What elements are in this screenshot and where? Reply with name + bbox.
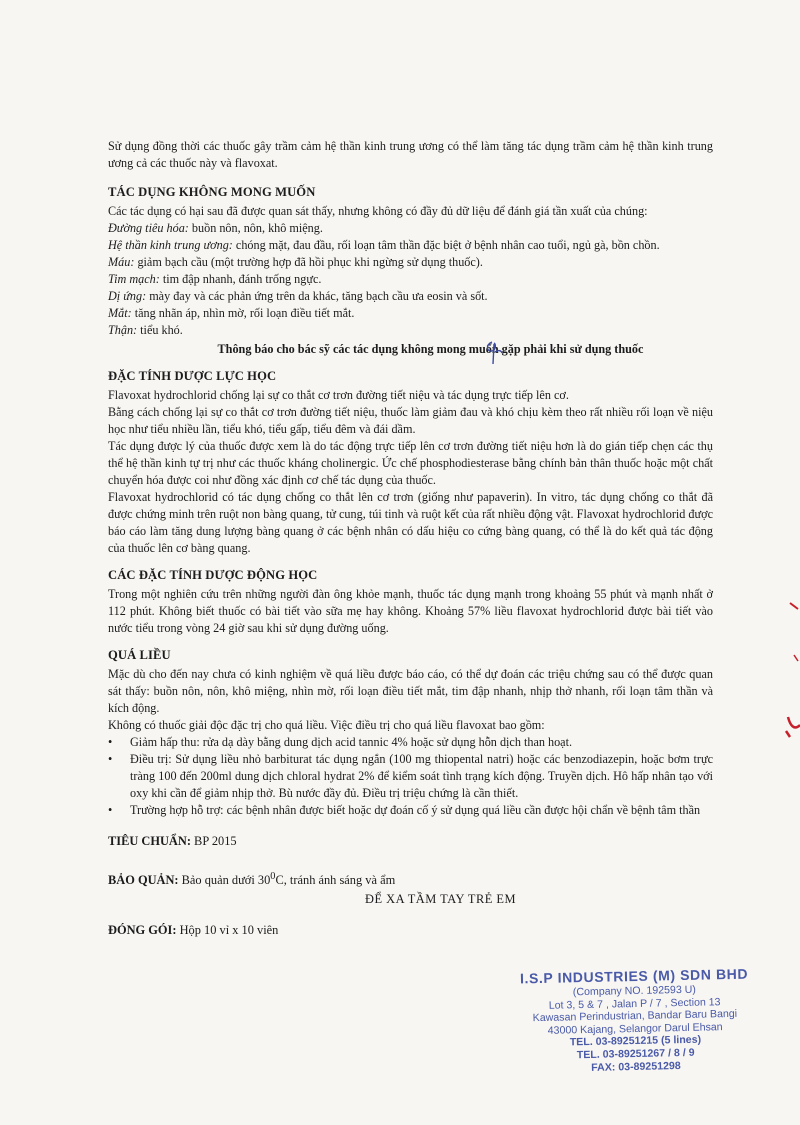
document-body xyxy=(108,138,713,939)
side-effect-text: tim đập nhanh, đánh trống ngực. xyxy=(159,272,322,286)
degree-sign: 0 xyxy=(270,871,276,882)
side-effect-label: Máu: xyxy=(108,255,135,269)
overdose-bullet xyxy=(108,751,713,802)
packing-line xyxy=(108,922,713,939)
bullet-icon: • xyxy=(108,803,113,817)
packing-label: ĐÓNG GÓI: xyxy=(108,923,177,938)
stamp-line: 43000 Kajang, Selangor Darul Ehsan xyxy=(547,1020,723,1037)
standard-value: BP 2015 xyxy=(190,834,237,848)
side-effect-label: Hệ thần kinh trung ương: xyxy=(108,238,233,252)
side-effect-text: tiểu khó. xyxy=(137,323,183,337)
overdose-bullet-text: Điều trị: Sử dụng liều nhỏ barbiturat tác dụng ngắn (100 mg thiopental natri) hoặc các benzodiazepin, hoặc bơm trực tràng 100 đến 200ml dung dịch chloral hydrat 2% để kiểm soát tình trạng kích động. Truyền dịch. Hô hấp nhân tạo với oxy khi cần để giảm nhịp thở. Bù nước đầy đủ. Điều trị triệu chứng là cần thiết. xyxy=(130,752,713,800)
overdose-bullet xyxy=(108,802,713,819)
handwritten-initial xyxy=(482,338,504,368)
storage-label: BẢO QUẢN: xyxy=(108,873,179,888)
company-stamp xyxy=(499,965,771,1076)
stamp-phone: TEL. 03-89251267 / 8 / 9 xyxy=(576,1046,695,1062)
side-effect-item xyxy=(108,254,713,271)
pharmacodynamics-section xyxy=(108,368,713,557)
pharmacodynamics-paragraph: Flavoxat hydrochlorid có tác dụng chống co thắt lên cơ trơn (giống như papaverin). In vitro, tác dụng chống co thắt đã được chứng minh trên ruột non bàng quang, tử cung, túi tinh và ruột kết của rất nhiều động vật. Flavoxat hydrochlorid được báo cáo làm tăng dung lượng bàng quang ở các bệnh nhân có dấu hiệu co cứng bàng quang, có thể là do kết quả tác động của thuốc lên cơ bàng quang. xyxy=(108,490,713,555)
stamp-company-name: I.S.P INDUSTRIES (M) SDN BHD xyxy=(519,965,749,987)
side-effects-lead: Các tác dụng có hại sau đã được quan sát thấy, nhưng không có đầy đủ dữ liệu để đánh giá tần xuất của chúng: xyxy=(108,204,648,218)
side-effect-label: Tim mạch: xyxy=(108,272,160,286)
pharmacodynamics-paragraph: Tác dụng được lý của thuốc được xem là do tác động trực tiếp lên cơ trơn đường tiết niệu hơn là do gián tiếp chẹn các thụ thể hệ thần kinh tự trị như các thuốc kháng cholinergic. Ức chế phosphodiesterase bằng chính bản thân thuốc hoặc một chất chuyển hóa được coi như đồng xác định cơ chế tác dụng của thuốc. xyxy=(108,439,713,487)
side-effect-item xyxy=(108,237,713,254)
storage-value: Bảo quản dưới 30 xyxy=(178,873,271,888)
stamp-fax: FAX: 03-89251298 xyxy=(591,1059,681,1074)
pharmacokinetics-heading: CÁC ĐẶC TÍNH DƯỢC ĐỘNG HỌC xyxy=(108,568,318,582)
packing-value: Hộp 10 vỉ x 10 viên xyxy=(176,923,279,938)
bullet-icon: • xyxy=(108,752,113,766)
overdose-section xyxy=(108,647,713,819)
stamp-phone: TEL. 03-89251215 (5 lines) xyxy=(569,1033,702,1049)
side-effects-heading: TÁC DỤNG KHÔNG MONG MUỐN xyxy=(108,185,316,199)
pharmacodynamics-paragraph: Bằng cách chống lại sự co thắt cơ trơn đường tiết niệu, thuốc làm giảm đau và khó chịu kèm theo rất nhiều rối loạn về niệu học như tiểu nhiều lần, tiểu khó, tiểu gấp, tiểu đêm và đái dầm. xyxy=(108,405,713,436)
stamp-line: Lot 3, 5 & 7 , Jalan P / 7 , Section 13 xyxy=(548,995,721,1012)
overdose-bullet xyxy=(108,734,713,751)
pharmacodynamics-paragraph: Flavoxat hydrochlorid chống lại sự co thắt cơ trơn đường tiết niệu và tác dụng trực tiếp lên cơ. xyxy=(108,388,569,402)
side-effect-label: Dị ứng: xyxy=(108,289,147,303)
side-effect-text: giảm bạch cầu (một trường hợp đã hồi phục khi ngừng sử dụng thuốc). xyxy=(134,255,483,269)
side-effect-item xyxy=(108,305,713,322)
pharmacokinetics-section xyxy=(108,567,713,637)
overdose-bullet-text: Giảm hấp thu: rửa dạ dày bằng dung dịch acid tannic 4% hoặc sử dụng hỗn dịch than hoạt. xyxy=(130,735,573,749)
side-effect-label: Thận: xyxy=(108,323,138,337)
storage-value-end: C, tránh ánh sáng và ẩm xyxy=(275,873,396,888)
storage-line xyxy=(108,868,713,889)
side-effect-text: chóng mặt, đau đầu, rối loạn tâm thần đặc biệt ở bệnh nhân cao tuổi, ngủ gà, bồn chồn. xyxy=(232,238,660,252)
side-effect-text: tăng nhãn áp, nhìn mờ, rối loạn điều tiết mắt. xyxy=(131,306,355,320)
children-warning: ĐỂ XA TẦM TAY TRẺ EM xyxy=(365,892,516,907)
side-effects-section xyxy=(108,184,713,358)
bullet-icon: • xyxy=(108,735,113,749)
pharmacodynamics-heading: ĐẶC TÍNH DƯỢC LỰC HỌC xyxy=(108,369,277,383)
intro-paragraph: Sử dụng đồng thời các thuốc gây trầm cảm hệ thần kinh trung ương có thể làm tăng tác dụng trầm cảm hệ thần kinh trung ương cả các thuốc này và flavoxat. xyxy=(108,139,713,170)
side-effect-item xyxy=(108,271,713,288)
side-effect-item xyxy=(108,220,713,237)
side-effect-text: buồn nôn, nôn, khô miệng. xyxy=(188,221,323,235)
side-effects-list xyxy=(108,220,713,339)
side-effect-item xyxy=(108,288,713,305)
standard-line xyxy=(108,833,713,850)
side-effect-label: Đường tiêu hóa: xyxy=(108,221,189,235)
pharmacokinetics-paragraph: Trong một nghiên cứu trên những người đàn ông khỏe mạnh, thuốc tác dụng mạnh trong khoảng 55 phút và mạnh nhất ở 112 phút. Không biết thuốc có bài tiết vào sữa mẹ hay không. Khoảng 57% liều flavoxat hydrochlorid được bài tiết vào nước tiểu trong vòng 24 giờ sau khi sử dụng đường uống. xyxy=(108,587,713,635)
side-effect-item xyxy=(108,322,713,339)
side-effect-label: Mắt: xyxy=(108,306,132,320)
doctor-notice: Thông báo cho bác sỹ các tác dụng không mong muốn gặp phải khi sử dụng thuốc xyxy=(217,342,644,356)
standard-label: TIÊU CHUẨN: xyxy=(108,834,191,848)
overdose-paragraph: Mặc dù cho đến nay chưa có kinh nghiệm về quá liều được báo cáo, có thể dự đoán các triệu chứng sau có thể được quan sát thấy: buồn nôn, nôn, khô miệng, nhìn mờ, rối loạn điều tiết mắt, tim đập nhanh, nhịp thở nhanh, rối loạn tâm thần và kích động. xyxy=(108,667,713,715)
side-effect-text: mày đay và các phản ứng trên da khác, tăng bạch cầu ưa eosin và sốt. xyxy=(146,289,488,303)
overdose-heading: QUÁ LIỀU xyxy=(108,648,171,662)
overdose-paragraph: Không có thuốc giải độc đặc trị cho quá liều. Việc điều trị cho quá liều flavoxat bao gồm: xyxy=(108,718,545,732)
stamp-line: Kawasan Perindustrian, Bandar Baru Bangi xyxy=(532,1008,738,1025)
stamp-line: (Company NO. 192593 U) xyxy=(572,983,697,999)
margin-marks xyxy=(760,585,800,745)
overdose-bullet-text: Trường hợp hỗ trợ: các bệnh nhân được biết hoặc dự đoán cố ý sử dụng quá liều cần được hội chẩn về bệnh tâm thần xyxy=(130,803,701,817)
